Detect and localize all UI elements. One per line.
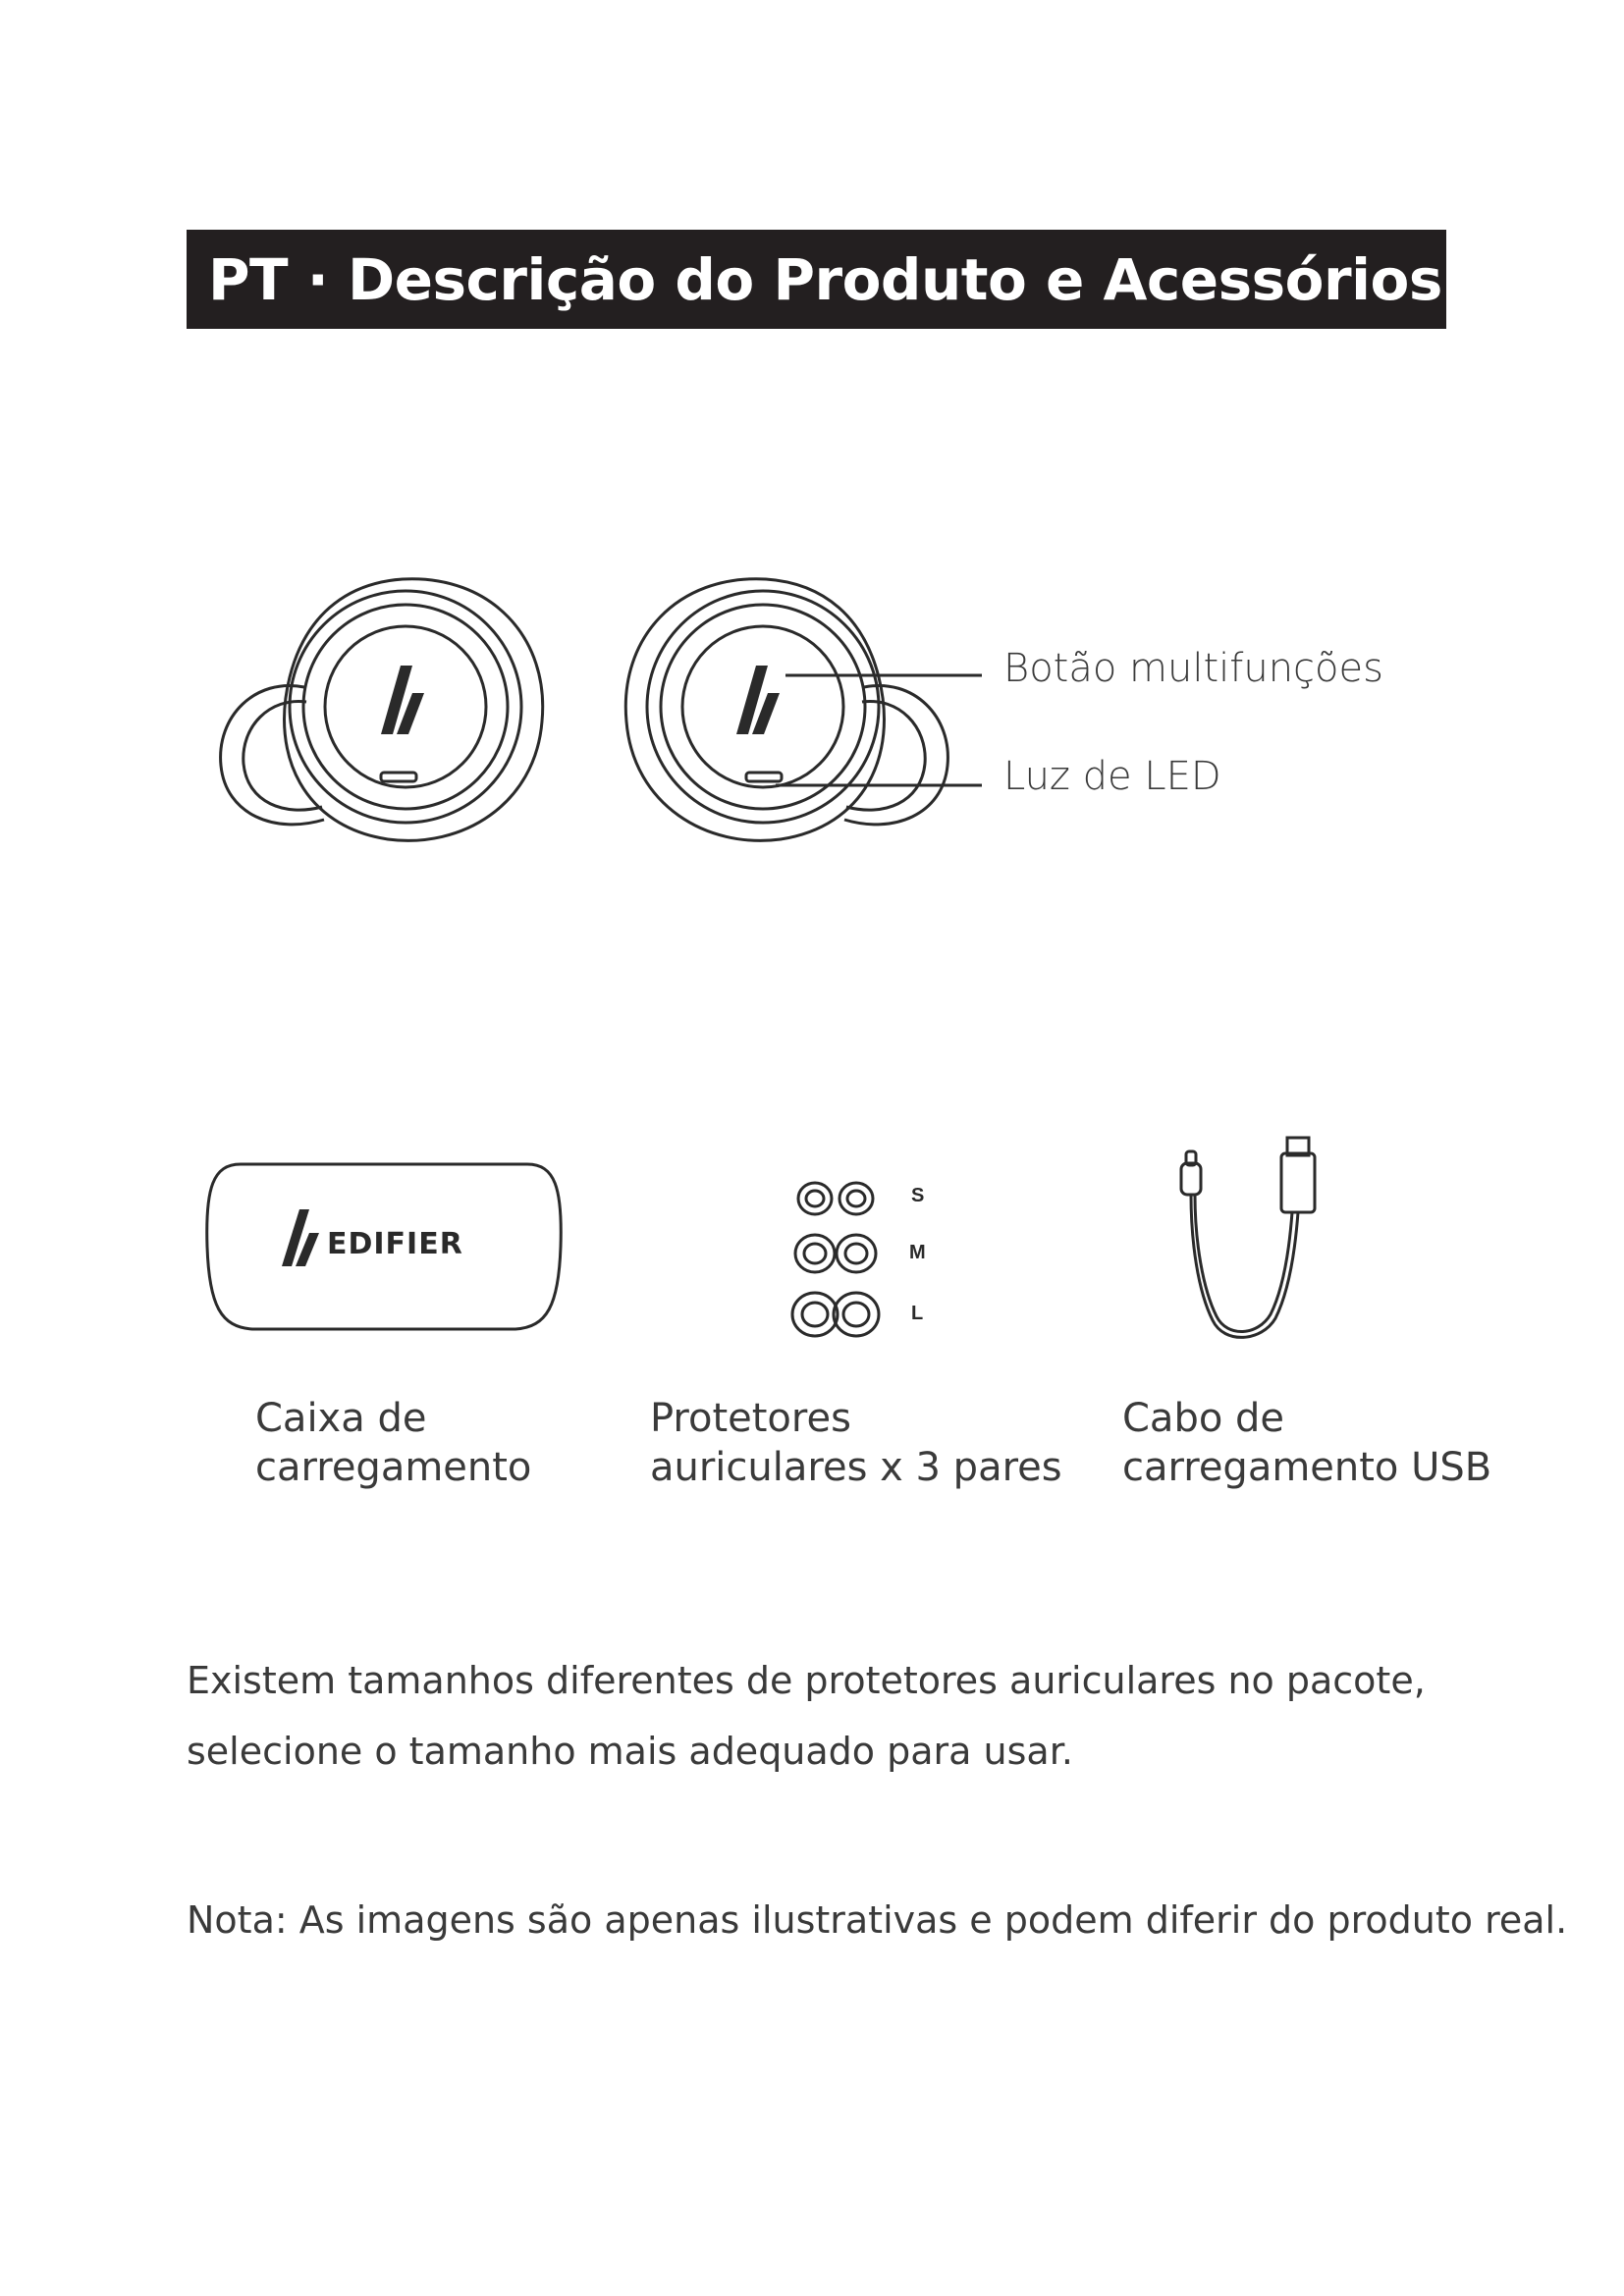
ear-tip-sizes-note <box>187 1645 1426 1787</box>
charging-case-caption-line1: Caixa de <box>255 1396 427 1441</box>
ear-tips-caption-line2: auriculares x 3 pares <box>650 1445 1062 1490</box>
page-title-text: PT · Descrição do Produto e Acessórios <box>208 245 1442 313</box>
ear-tips-illustration <box>785 1173 943 1350</box>
led-callout-label: Luz de LED <box>1003 754 1221 799</box>
edifier-logo-icon <box>381 666 424 734</box>
case-logo-text: EDIFIER <box>327 1227 463 1261</box>
ear-tip-size-m: M <box>909 1242 926 1263</box>
charging-case-illustration <box>201 1158 567 1335</box>
page-title <box>187 230 1446 329</box>
ear-tip-sizes-note-line1: Existem tamanhos diferentes de protetores auriculares no pacote, <box>187 1659 1426 1702</box>
disclaimer-note <box>187 1885 1567 1955</box>
ear-tip-size-l: L <box>911 1303 924 1324</box>
usb-cable-caption-line1: Cabo de <box>1122 1396 1285 1441</box>
button-callout-label: Botão multifunções <box>1003 646 1383 691</box>
usb-cable-caption-line2: carregamento USB <box>1122 1445 1492 1490</box>
callout-lines <box>776 648 992 795</box>
left-earbud-illustration <box>196 569 569 864</box>
ear-tip-sizes-note-line2: selecione o tamanho mais adequado para usar. <box>187 1730 1073 1773</box>
charging-case-caption-line2: carregamento <box>255 1445 532 1490</box>
ear-tips-caption-line1: Protetores <box>650 1396 851 1441</box>
edifier-logo-icon <box>736 666 780 734</box>
usb-cable-illustration <box>1173 1134 1330 1350</box>
charging-case-caption <box>255 1394 531 1492</box>
ear-tips-caption <box>650 1394 1062 1492</box>
usb-cable-caption <box>1122 1394 1491 1492</box>
disclaimer-note-text: Nota: As imagens são apenas ilustrativas e podem diferir do produto real. <box>187 1898 1568 1942</box>
ear-tip-size-s: S <box>911 1185 925 1206</box>
